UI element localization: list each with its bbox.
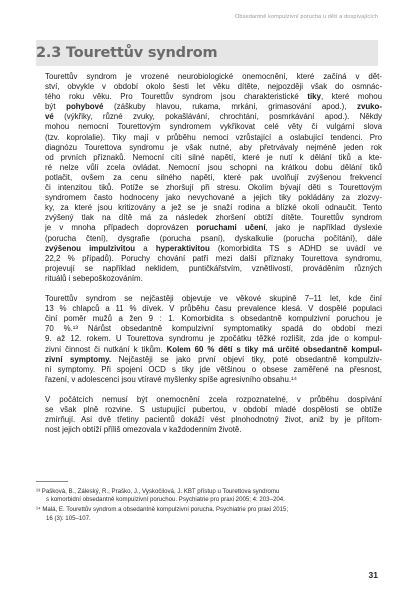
text-line: tého roku věku. Pro Tourettův syndrom jsou charakteristické tiky, které mohou <box>45 92 382 102</box>
section-title-band <box>36 40 378 66</box>
text-line: ky, za které jsou kritizovány a jež se je snaží rodina a blízké okolí odnaučit. Tento <box>45 203 382 213</box>
text-line: se však plně rozvine. S ustupující pubertou, v období mladé dospělosti se obtíže <box>45 405 382 415</box>
footnote <box>36 506 382 522</box>
bold-term: vé <box>45 112 54 122</box>
paragraph-2 <box>36 294 382 385</box>
text-line: (porucha čtení), dysgrafie (porucha psaní), dyskalkulie (porucha počítání), dále <box>45 233 382 243</box>
text-line: Tourettův syndrom se nejčastěji objevuje ve věkové skupině 7–11 let, kde činí <box>45 294 382 304</box>
text-line: ré nelze vůlí zcela ovládat. Nemocní jsou schopni na krátkou dobu dělání tiků <box>45 162 382 172</box>
footnote-line: ¹⁴ Malá, E. Tourettův syndrom a obsedantně kompulzivní porucha. Psychiatrie pro praxi 2015; <box>36 506 289 514</box>
text-line: Tourettův syndrom je vrozené neurobiologické onemocnění, které začíná v dět- <box>45 72 382 81</box>
text-line: ství, obvykle v období okolo šesti let věku dítěte, nejpozději však do osmnác- <box>45 82 382 92</box>
section-title: 2.3 Tourettův syndrom <box>36 45 218 61</box>
text-line: nost jejich obtíží příliš omezovala v každodenním životě. <box>45 425 242 435</box>
text-line: zvýšenou impulzivitou a hyperaktivitou (komorbidita TS s ADHD se uvádí ve <box>45 243 382 253</box>
bold-term: tiky <box>307 92 321 102</box>
footnote <box>36 488 382 504</box>
text-line: V počátcích nemusí být onemocnění zcela rozpoznatelné, v průběhu dospívání <box>45 395 382 404</box>
text-line: 70 %.¹³ Nárůst obsedantně kompulzivní symptomatiky spadá do období mezi <box>45 324 382 334</box>
footnote-line: s komorbidní obsedantně kompulzivní poruchou. Psychiatrie pro praxi 2005; 4: 203–204. <box>46 496 285 504</box>
text-line: 9. až 12. rokem. U Tourettova syndromu je zpočátku těžké rozlišit, zda jde o kompul- <box>45 334 382 344</box>
paragraph-3 <box>36 395 382 435</box>
text-line: zivní symptomy. Nejčastěji se jako první objeví tiky, poté obsedantně kompulziv- <box>45 354 382 364</box>
text-line: vé (výkřiky, různé zvuky, pokašlávání, chrochtání, posmrkávání apod.). Někdy <box>45 112 382 122</box>
bold-term: hyperaktivitou <box>155 243 210 253</box>
page-number: 31 <box>368 570 378 580</box>
text-line: 22,2 % případů). Poruchy chování patří mezi další příznaky Tourettova syndromu, <box>45 253 382 263</box>
text-line: diagnózu Tourettova syndromu je však nutné, aby přetrvávaly nejméně jeden rok <box>45 142 382 152</box>
text-line: činí poměr mužů a žen 9 : 1. Komorbidita s obsedantně kompulzivní poruchou je <box>45 314 382 324</box>
bold-term: Kolem 60 % dětí s tiky má určité obsedantně kompul- <box>166 344 383 354</box>
text-line: potlačit, ovšem za cenu silného napětí, které pak uvolňují zvýšenou frekvencí <box>45 172 382 182</box>
footnotes <box>36 488 382 525</box>
bold-term: poruchami učení <box>196 223 266 233</box>
text-line: zvýšený tlak na dítě má za následek zhoršení obtíží dítěte. Tourettův syndrom <box>45 213 382 223</box>
text-line: mohou nemocní Tourettovým syndromem vykřikovat celé věty či vulgární slova <box>45 122 382 132</box>
bold-term: zvuko- <box>357 102 382 112</box>
footnote-line: ¹³ Pašková, B., Záleský, R., Praško, J., Vyskočilová, J. KBT přístup u Tourettova syndromu <box>36 488 280 495</box>
text-line: (tzv. koprolalie). Tiky mají v průběhu nemoci vzrůstající a oslabující tendenci. Pro <box>45 132 382 142</box>
footnote-line: 16 (3): 105–107. <box>46 514 91 522</box>
running-head: Obsedantně kompulzivní porucha u dětí a dospívajících <box>234 14 378 20</box>
text-line: ní symptomy. Při spojení OCD s tiky jde většinou o obsese zaměřené na přesnost, <box>45 364 382 374</box>
text-line: řazení, v adolescenci jsou vtíravé myšlenky spíše agresivního obsahu.¹⁴ <box>45 374 298 384</box>
text-line: rituálů i sebepoškozováním. <box>45 273 143 283</box>
text-line: projevují se například neklidem, puntičkářstvím, vznětlivostí, prováděním různých <box>45 263 382 273</box>
bold-term: zvýšenou impulzivitou <box>45 243 136 253</box>
body-text <box>36 72 382 445</box>
footnote-rule <box>36 481 68 482</box>
text-line: syndromem často hodnoceny jako nevychované a jejich tiky pokládány za zlozvy- <box>45 193 382 203</box>
bold-term: zivní symptomy. <box>45 354 112 364</box>
paragraph-1 <box>36 72 382 284</box>
text-line: či intenzitou tiků. Potíže se zhoršují při stresu. Okolím bývají děti s Tourettovým <box>45 183 382 193</box>
text-line: zmírňují. Asi dvě třetiny pacientů dokáží vést plnohodnotný život, aniž by je přítom- <box>45 415 382 425</box>
text-line: zivní činnost či nutkání k tikům. Kolem 60 % dětí s tiky má určité obsedantně kompul- <box>45 344 383 354</box>
text-line: být pohybové (záškuby hlavou, rukama, mrkání, grimasování apod.), zvuko- <box>45 102 382 112</box>
text-line: je v mnoha případech doprovázen poruchami učení, jako je například dyslexie <box>45 223 382 233</box>
bold-term: pohybové <box>66 102 104 112</box>
text-line: od prvních příznaků. Nemocní cítí silné napětí, které je nutí k dělání tiků a kte- <box>45 152 382 162</box>
text-line: 13 % chlapců a 11 % dívek. V průběhu času prevalence klesá. V dospělé populaci <box>45 304 382 314</box>
